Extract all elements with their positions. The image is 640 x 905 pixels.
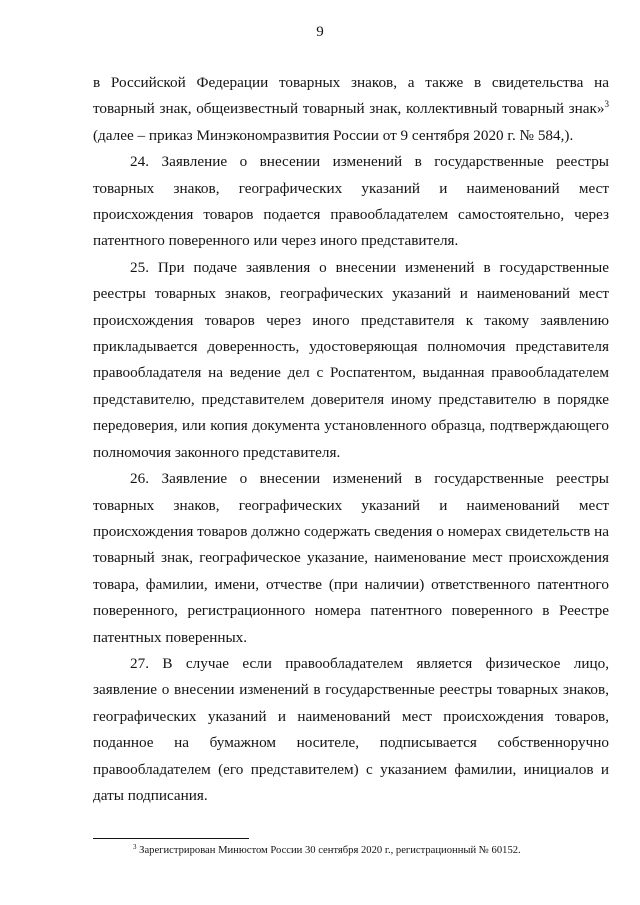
paragraph-27: 27. В случае если правообладателем является физическое лицо, заявление о внесении изменений в государственные реестры товарных знаков, географических указаний и наименований мест происхождения товаров, поданное на бумажном носителе, подписывается собственноручно правообладателем (его представителем) с указанием фамилии, инициалов и даты подписания. <box>93 654 609 804</box>
paragraph-26: 26. Заявление о внесении изменений в государственные реестры товарных знаков, географических указаний и наименований мест происхождения товаров должно содержать сведения о номерах свидетельств на товарный знак, географическое указание, наименование мест происхождения товара, фамилии, имени, отчестве (при наличии) ответственного патентного поверенного, регистрационного номера патентного поверенного в Реестре патентных поверенных. <box>93 470 609 646</box>
footnote-text: Зарегистрирован Минюстом России 30 сентября 2020 г., регистрационный № 60152. <box>136 845 521 856</box>
document-body <box>93 70 609 809</box>
page-number: 9 <box>316 24 324 40</box>
paragraph-text-tail: (далее – приказ Минэкономразвития России от 9 сентября 2020 г. № 584,). <box>93 126 574 144</box>
footnote <box>133 844 521 858</box>
paragraph-text: в Российской Федерации товарных знаков, а также в свидетельства на товарный знак, общеизвестный товарный знак, коллективный товарный знак» <box>93 74 609 118</box>
paragraph-continuation <box>93 70 609 149</box>
paragraph-24: 24. Заявление о внесении изменений в государственные реестры товарных знаков, географических указаний и наименований мест происхождения товаров подается правообладателем самостоятельно, через патентного поверенного или через иного представителя. <box>93 153 609 250</box>
footnote-marker: 3 <box>133 843 137 851</box>
paragraph-25: 25. При подаче заявления о внесении изменений в государственные реестры товарных знаков, географических указаний и наименований мест происхождения товаров через иного представителя к такому заявлению прикладывается доверенность, удостоверяющая полномочия представителя правообладателя на ведение дел с Роспатентом, выданная правообладателем представителю, представителем доверителя иному представителю в порядке передоверия, или копия документа установленного образца, подтверждающего полномочия законного представителя. <box>93 258 609 461</box>
footnote-reference: 3 <box>604 99 609 110</box>
footnote-separator <box>93 838 249 839</box>
